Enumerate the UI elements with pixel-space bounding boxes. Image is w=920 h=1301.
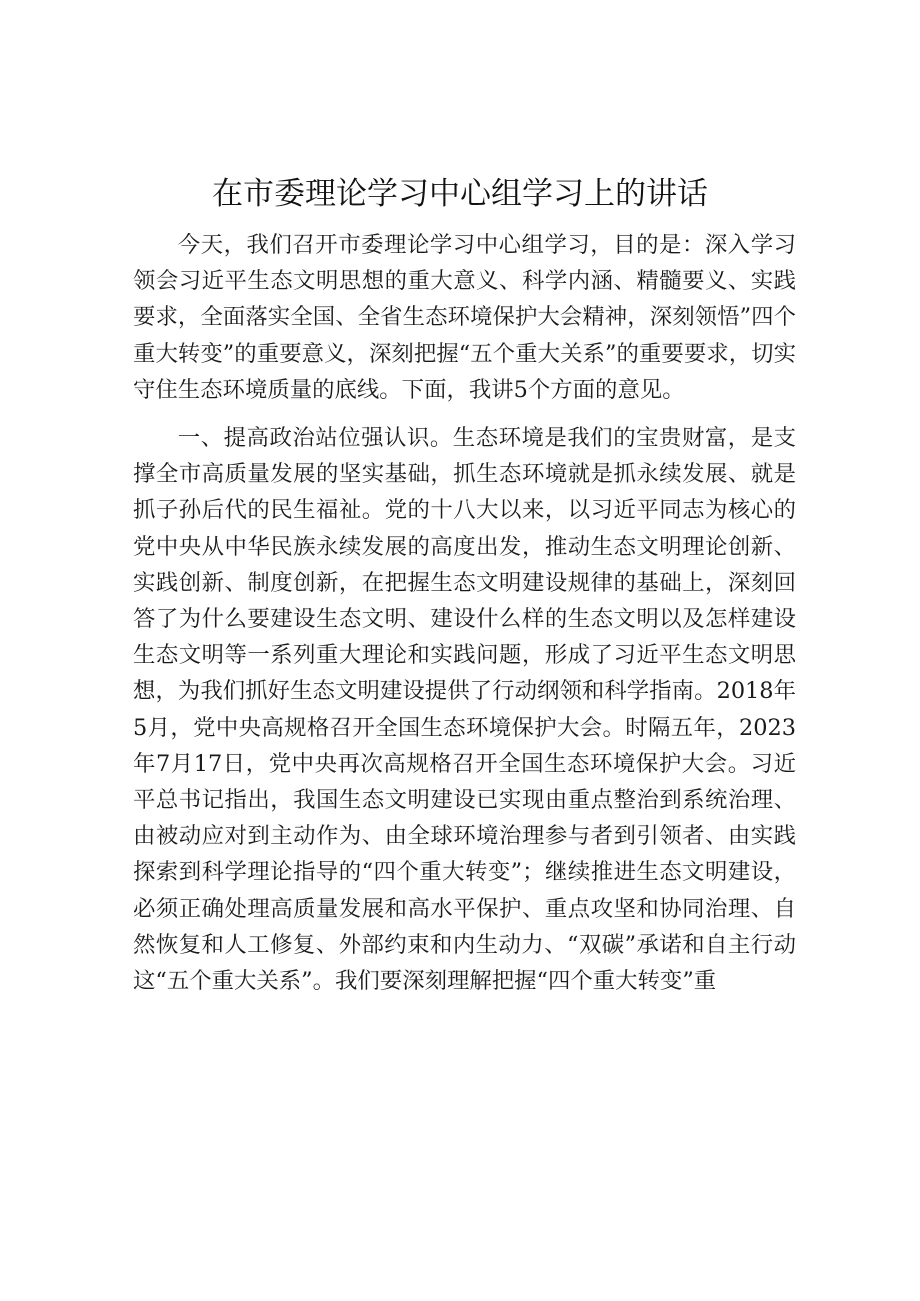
document-body bbox=[133, 227, 796, 999]
paragraph-section-one: 一、提高政治站位强认识。生态环境是我们的宝贵财富，是支撑全市高质量发展的坚实基础，抓生态环境就是抓永续发展、就是抓子孙后代的民生福祉。党的十八大以来，以习近平同志为核心的党中央从中华民族永续发展的高度出发，推动生态文明理论创新、实践创新、制度创新，在把握生态文明建设规律的基础上，深刻回答了为什么要建设生态文明、建设什么样的生态文明以及怎样建设生态文明等一系列重大理论和实践问题，形成了习近平生态文明思想，为我们抓好生态文明建设提供了行动纲领和科学指南。2018年5月，党中央高规格召开全国生态环境保护大会。时隔五年，2023年7月17日，党中央再次高规格召开全国生态环境保护大会。习近平总书记指出，我国生态文明建设已实现由重点整治到系统治理、由被动应对到主动作为、由全球环境治理参与者到引领者、由实践探索到科学理论指导的“四个重大转变”；继续推进生态文明建设，必须正确处理高质量发展和高水平保护、重点攻坚和协同治理、自然恢复和人工修复、外部约束和内生动力、“双碳”承诺和自主行动这“五个重大关系”。我们要深刻理解把握“四个重大转变”重 bbox=[133, 425, 796, 995]
document-title: 在市委理论学习中心组学习上的讲话 bbox=[212, 176, 708, 212]
paragraph-intro: 今天，我们召开市委理论学习中心组学习，目的是：深入学习领会习近平生态文明思想的重大意义、科学内涵、精髓要义、实践要求，全面落实全国、全省生态环境保护大会精神，深刻领悟”四个重大转变”的重要意义，深刻把握“五个重大关系”的重要要求，切实守住生态环境质量的底线。下面，我讲5个方面的意见。 bbox=[133, 232, 796, 403]
